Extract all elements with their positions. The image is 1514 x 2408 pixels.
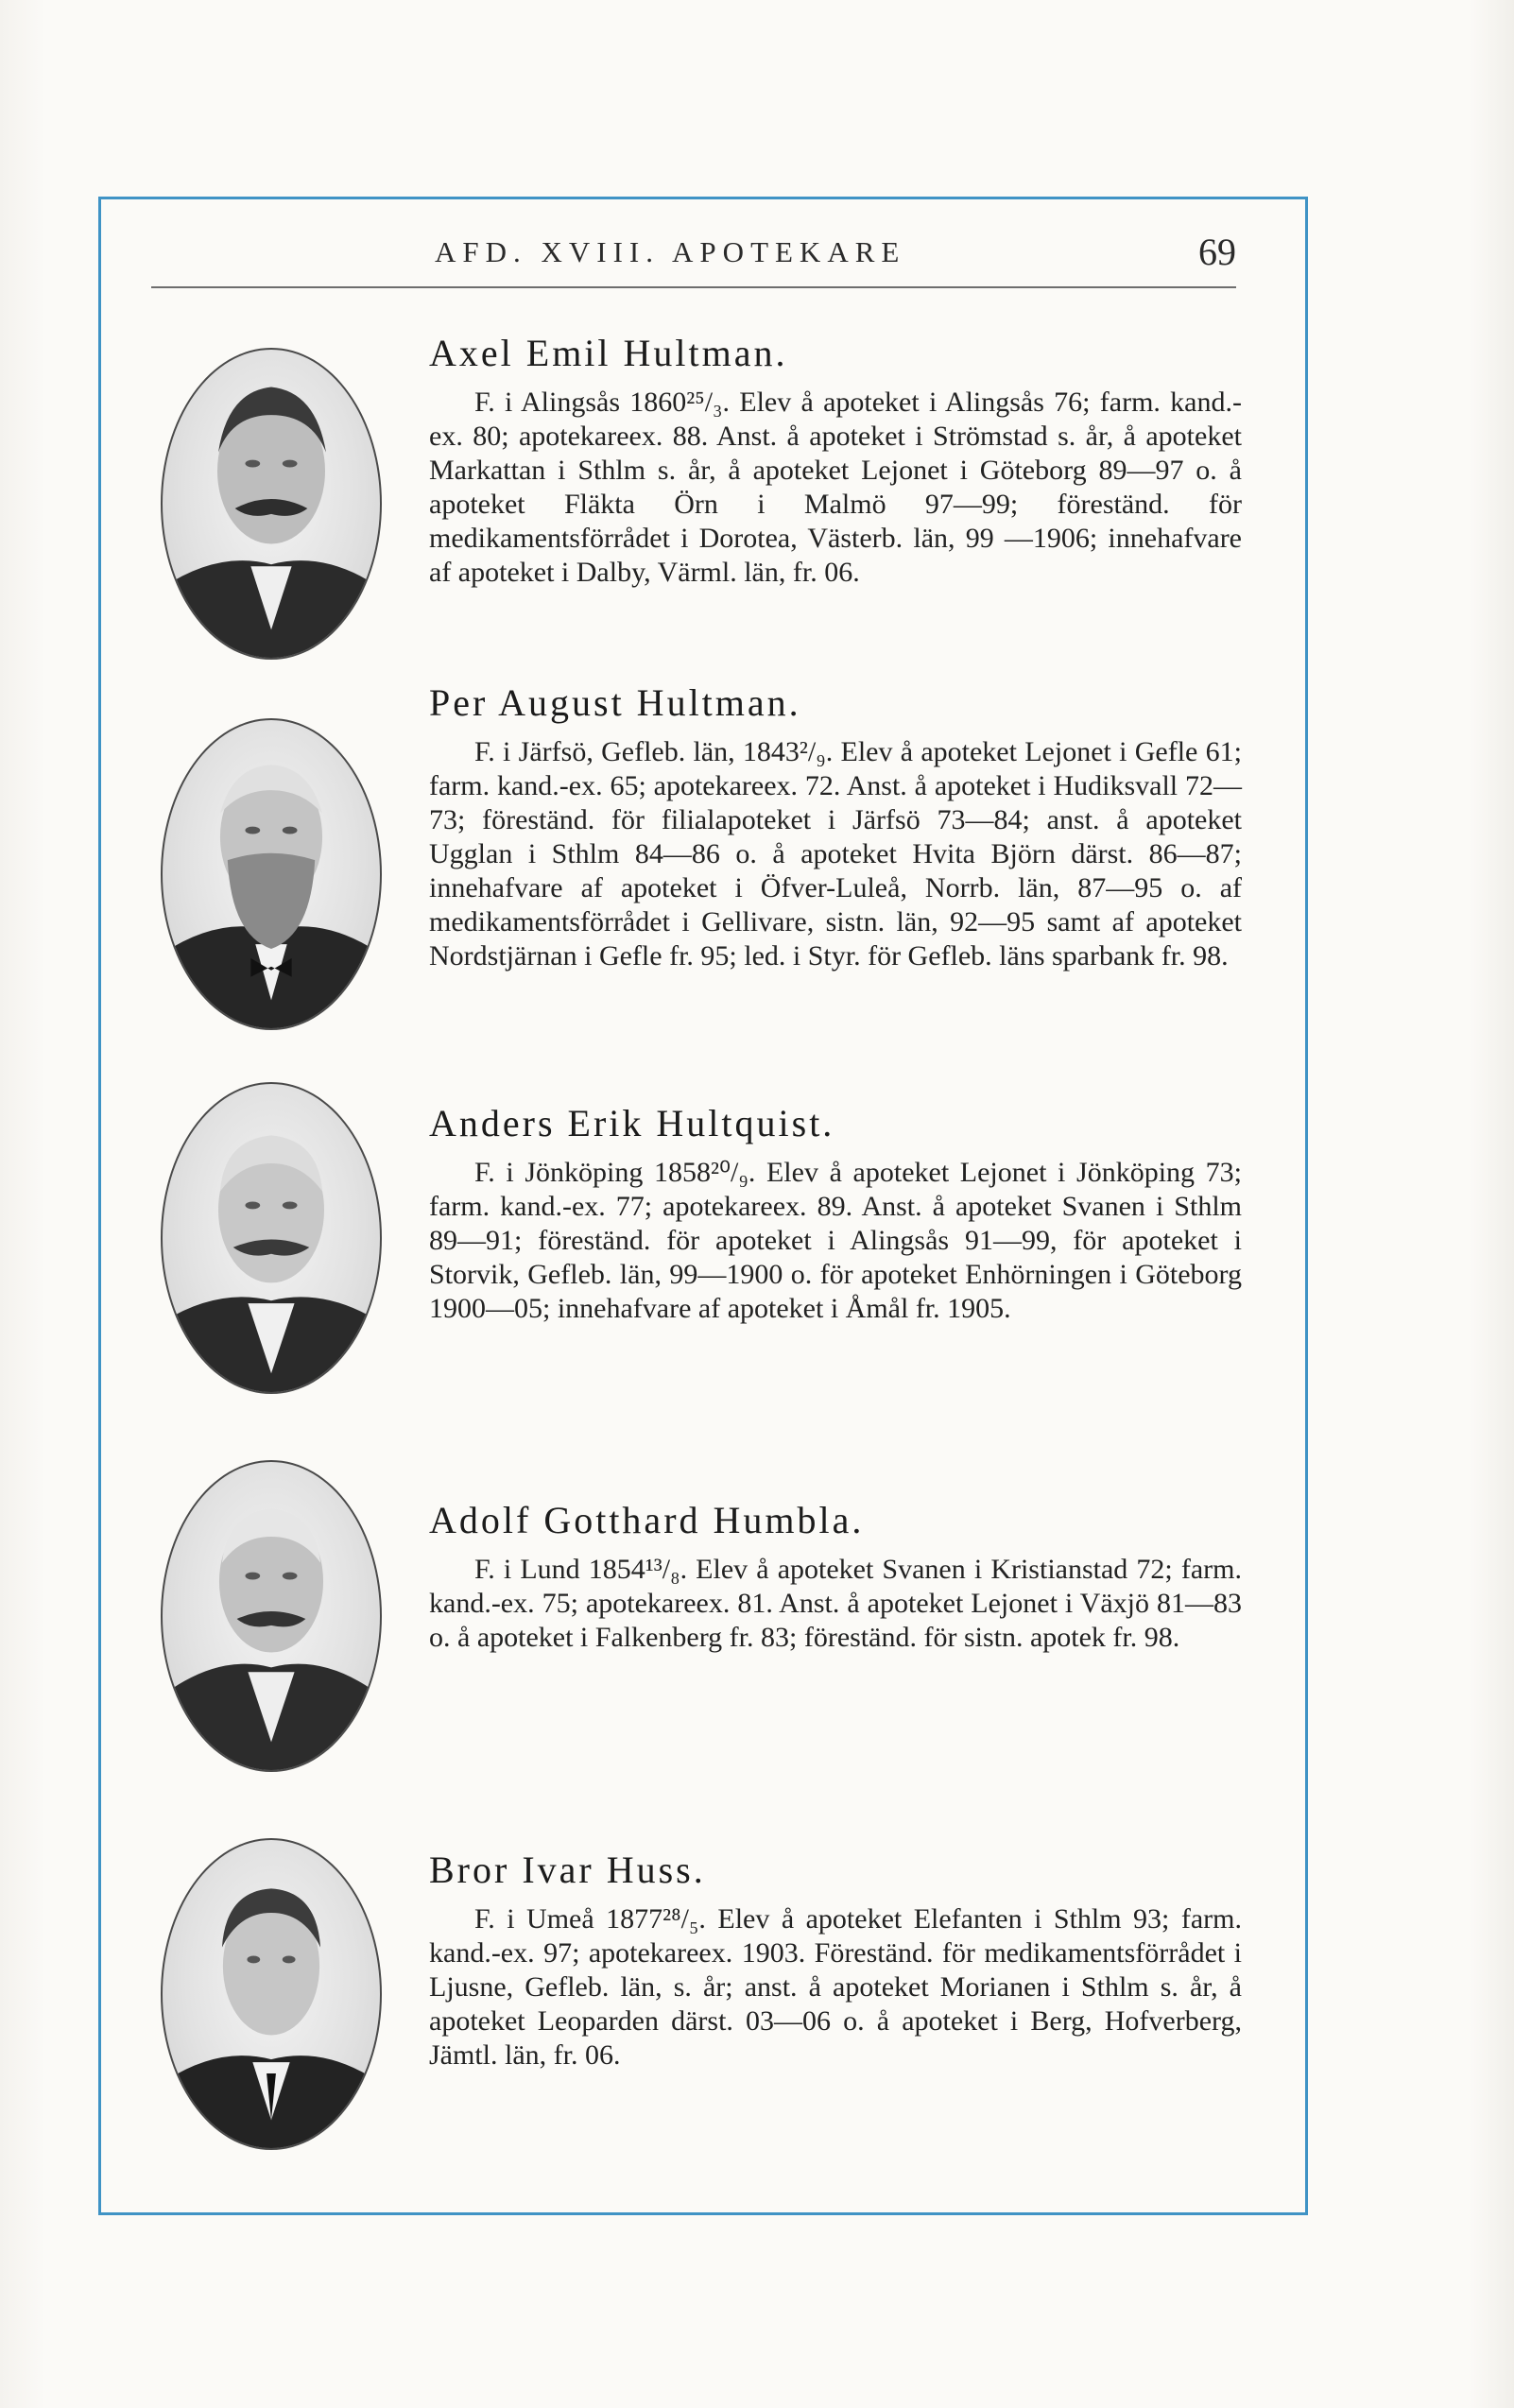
person-name: Axel Emil Hultman. [429, 332, 788, 374]
entry-per-august-hultman [151, 680, 1247, 1077]
person-name: Per August Hultman. [429, 681, 801, 724]
entry-anders-erik-hultquist [151, 1101, 1247, 1460]
person-name: Adolf Gotthard Humbla. [429, 1499, 865, 1541]
section-title: AFD. XVIII. APOTEKARE [435, 235, 906, 268]
person-name: Anders Erik Hultquist. [429, 1102, 835, 1144]
running-head [151, 230, 1236, 288]
person-biography: F. i Alingsås 1860²⁵/₃. Elev å apoteket i Alingsås 76; farm. kand.-ex. 80; apotekareex. 88. Anst. å apoteket i Strömstad s. år, å apoteket Markattan i Sthlm s. år, å apoteket Lejonet i Göteborg 89—97 o. å apoteket Fläkta Örn i Malmö 97—99; föreständ. för medikamentsförrådet i Dorotea, Västerb. län, 99 —1906; innehafvare af apoteket i Dalby, Värml. län, fr. 06. [429, 387, 1242, 588]
portrait-photo [161, 718, 382, 1030]
person-biography: F. i Umeå 1877²⁸/₅. Elev å apoteket Elefanten i Sthlm 93; farm. kand.-ex. 97; apotekareex. 1903. Föreständ. för medikamentsförrådet i Ljusne, Gefleb. län, s. år; anst. å apoteket Morianen i Sthlm s. år, å apoteket Leoparden därst. 03—06 o. å apoteket i Berg, Hofverberg, Jämtl. län, fr. 06. [429, 1903, 1242, 2071]
portrait-photo [161, 1460, 382, 1772]
person-name: Bror Ivar Huss. [429, 1849, 706, 1891]
person-biography: F. i Lund 1854¹³/₈. Elev å apoteket Svanen i Kristianstad 72; farm. kand.-ex. 75; apotekareex. 81. Anst. å apoteket Lejonet i Växjö 81—83 o. å apoteket i Falkenberg fr. 83; föreständ. för sistn. apotek fr. 98. [429, 1554, 1242, 1653]
portrait-photo [161, 1082, 382, 1394]
page-number: 69 [1198, 231, 1236, 273]
entry-bror-ivar-huss [151, 1848, 1247, 2207]
portrait-photo [161, 1838, 382, 2150]
entry-adolf-gotthard-humbla [151, 1498, 1247, 1857]
person-biography: F. i Järfsö, Gefleb. län, 1843²/₉. Elev å apoteket Lejonet i Gefle 61; farm. kand.-ex. 65; apotekareex. 72. Anst. å apoteket i Hudiksvall 72—73; föreständ. för filialapoteket i Järfsö 73—84; anst. å apoteket Ugglan i Sthlm 84—86 o. å apoteket Hvita Björn därst. 86—87; innehafvare af apoteket i Öfver-Luleå, Norrb. län, 87—95 o. af medikamentsförrådet i Gellivare, sistn. län, 92—95 samt af apoteket Nordstjärnan i Gefle fr. 95; led. i Styr. för Gefleb. läns sparbank fr. 98. [429, 736, 1242, 972]
entry-axel-emil-hultman [151, 331, 1247, 690]
person-biography: F. i Jönköping 1858²⁰/₉. Elev å apoteket Lejonet i Jönköping 73; farm. kand.-ex. 77; apotekareex. 89. Anst. å apoteket Svanen i Sthlm 89—91; föreständ. för apoteket i Alingsås 91—99, för apoteket i Storvik, Gefleb. län, 99—1900 o. för apoteket Enhörningen i Göteborg 1900—05; innehafvare af apoteket i Åmål fr. 1905. [429, 1157, 1242, 1324]
portrait-photo [161, 348, 382, 660]
